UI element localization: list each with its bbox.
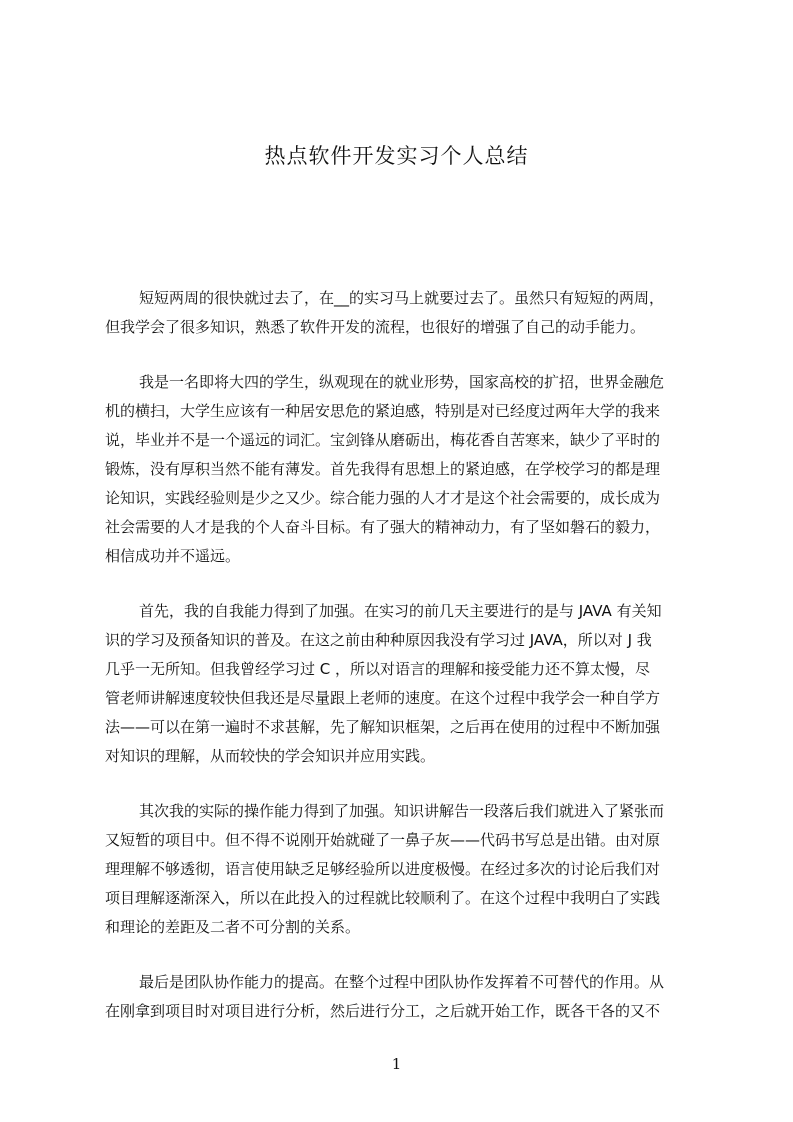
paragraph-line: 机的横扫，大学生应该有一种居安思危的紧迫感，特别是对已经度过两年大学的我来 bbox=[105, 402, 661, 420]
paragraph-line: 项目理解逐渐深入，所以在此投入的过程就比较顺利了。在这个过程中我明白了实践 bbox=[105, 889, 661, 907]
paragraph-line: 又短暂的项目中。但不得不说刚开始就碰了一鼻子灰——代码书写总是出错。由对原 bbox=[105, 831, 661, 849]
paragraph-4 bbox=[105, 797, 700, 942]
paragraph-line: 管老师讲解速度较快但我还是尽量跟上老师的速度。在这个过程中我学会一种自学方 bbox=[105, 689, 661, 707]
paragraph-line: 对知识的理解，从而较快的学会知识并应用实践。 bbox=[105, 747, 436, 765]
paragraph-line: 理理解不够透彻，语言使用缺乏足够经验所以进度极慢。在经过多次的讨论后我们对 bbox=[105, 860, 661, 878]
paragraph-line: 我是一名即将大四的学生，纵观现在的就业形势，国家高校的扩招，世界金融危 bbox=[139, 373, 665, 391]
paragraph-line: 在刚拿到项目时对项目进行分析，然后进行分工，之后就开始工作，既各干各的又不 bbox=[105, 1002, 661, 1020]
paragraph-5 bbox=[105, 968, 700, 1026]
paragraph-line: 社会需要的人才是我的个人奋斗目标。有了强大的精神动力，有了坚如磐石的毅力， bbox=[105, 518, 661, 536]
document-body bbox=[105, 284, 700, 1052]
paragraph-1 bbox=[105, 284, 700, 342]
paragraph-line: 几乎一无所知。但我曾经学习过 C ，所以对语言的理解和接受能力还不算太慢，尽 bbox=[105, 660, 651, 678]
paragraph-line: 最后是团队协作能力的提高。在整个过程中团队协作发挥着不可替代的作用。从 bbox=[139, 973, 665, 991]
paragraph-line: 法——可以在第一遍时不求甚解，先了解知识框架，之后再在使用的过程中不断加强 bbox=[105, 718, 661, 736]
paragraph-line: 但我学会了很多知识，熟悉了软件开发的流程，也很好的增强了自己的动手能力。 bbox=[105, 318, 646, 336]
paragraph-2 bbox=[105, 368, 700, 571]
paragraph-line: 锻炼，没有厚积当然不能有薄发。首先我得有思想上的紧迫感，在学校学习的都是理 bbox=[105, 460, 661, 478]
paragraph-3 bbox=[105, 597, 700, 771]
page-number: 1 bbox=[391, 1055, 402, 1073]
paragraph-line: 说，毕业并不是一个遥远的词汇。宝剑锋从磨砺出，梅花香自苦寒来，缺少了平时的 bbox=[105, 431, 661, 449]
paragraph-line: 其次我的实际的操作能力得到了加强。知识讲解告一段落后我们就进入了紧张而 bbox=[139, 802, 665, 820]
paragraph-line: 和理论的差距及二者不可分割的关系。 bbox=[105, 918, 361, 936]
paragraph-line: 识的学习及预备知识的普及。在这之前由种种原因我没有学习过 JAVA，所以对 J 我 bbox=[105, 631, 652, 649]
paragraph-line: 首先，我的自我能力得到了加强。在实习的前几天主要进行的是与 JAVA 有关知 bbox=[139, 602, 662, 620]
paragraph-line: 短短两周的很快就过去了，在__的实习马上就要过去了。虽然只有短短的两周， bbox=[139, 289, 665, 307]
document-title: 热点软件开发实习个人总结 bbox=[264, 144, 529, 168]
paragraph-line: 论知识，实践经验则是少之又少。综合能力强的人才才是这个社会需要的，成长成为 bbox=[105, 489, 661, 507]
paragraph-line: 相信成功并不遥远。 bbox=[105, 547, 241, 565]
